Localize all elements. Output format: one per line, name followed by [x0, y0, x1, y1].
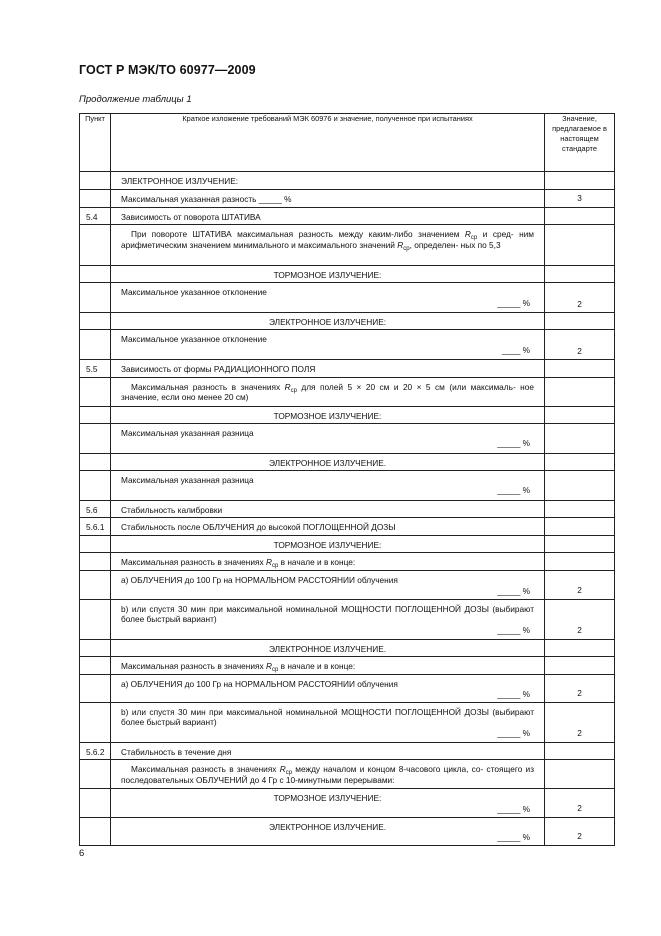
result-cell: Максимальное указанное отклонение ____ % [111, 330, 545, 360]
table-row [80, 702, 615, 742]
paragraph: Максимальная разность в значениях $R_{ср}$ между началом и концом 8-часового цикла, со- стоящего из последовательных ОБЛУЧЕНИЙ до 4 Гр с 10-минутными перерывами: [111, 760, 545, 789]
option-a: а) ОБЛУЧЕНИЯ до 100 Гр на НОРМАЛЬНОМ РАССТОЯНИИ облучения _____ % [111, 571, 545, 599]
table-row [80, 817, 615, 845]
item-number: 5.4 [80, 207, 111, 225]
electron-heading: ЭЛЕКТРОННОЕ ИЗЛУЧЕНИЕ: [111, 313, 545, 330]
result-cell: Максимальная указанная разница _____ % [111, 470, 545, 500]
table-row [80, 360, 615, 378]
table-row [80, 423, 615, 453]
value-cell: 2 [545, 571, 615, 599]
value-cell: 2 [545, 702, 615, 742]
table-row [80, 283, 615, 313]
header-item: Пункт [80, 114, 111, 172]
table-row [80, 760, 615, 789]
section-title: Стабильность в течение дня [111, 742, 545, 760]
section-title: Зависимость от формы РАДИАЦИОННОГО ПОЛЯ [111, 360, 545, 378]
value-cell: 2 [545, 330, 615, 360]
table-row [80, 313, 615, 330]
paragraph: Максимальная разность в значениях $R_{ср}$ в начале и в конце: [111, 553, 545, 571]
table-row [80, 742, 615, 760]
table-row [80, 518, 615, 536]
table-row [80, 536, 615, 553]
option-b: b) или спустя 30 мин при максимальной номинальной МОЩНОСТИ ПОГЛОЩЕННОЙ ДОЗЫ (выбирают более быстрый вариант) _____ % [111, 702, 545, 742]
document-title: ГОСТ Р МЭК/ТО 60977—2009 [79, 63, 256, 77]
option-a: а) ОБЛУЧЕНИЯ до 100 Гр на НОРМАЛЬНОМ РАССТОЯНИИ облучения _____ % [111, 674, 545, 702]
option-b: b) или спустя 30 мин при максимальной номинальной МОЩНОСТИ ПОГЛОЩЕННОЙ ДОЗЫ (выбирают более быстрый вариант) _____ % [111, 599, 545, 639]
item-number: 5.6 [80, 500, 111, 518]
header-value: Значение, предлагаемое в настоящем стандарте [545, 114, 615, 172]
table-row [80, 406, 615, 423]
table-row [80, 789, 615, 817]
table-row [80, 225, 615, 266]
page-number: 6 [79, 848, 85, 859]
max-diff-label: Максимальная указанная разность _____ % [111, 189, 545, 207]
value-cell: 2 [545, 674, 615, 702]
table-row [80, 500, 615, 518]
value-cell: 2 [545, 599, 615, 639]
table-row [80, 207, 615, 225]
table-row [80, 377, 615, 406]
result-cell: Максимальная указанная разница _____ % [111, 423, 545, 453]
brems-heading: ТОРМОЗНОЕ ИЗЛУЧЕНИЕ: [111, 266, 545, 283]
item-number: 5.5 [80, 360, 111, 378]
electron-heading: ЭЛЕКТРОННОЕ ИЗЛУЧЕНИЕ. [111, 453, 545, 470]
paragraph: Максимальная разность в значениях $R_{ср}$ в начале и в конце: [111, 656, 545, 674]
table-row [80, 599, 615, 639]
table-caption: Продолжение таблицы 1 [79, 94, 192, 105]
table-row [80, 553, 615, 571]
electron-heading: ЭЛЕКТРОННОЕ ИЗЛУЧЕНИЕ. [111, 639, 545, 656]
table-row [80, 674, 615, 702]
brems-heading: ТОРМОЗНОЕ ИЗЛУЧЕНИЕ: [111, 406, 545, 423]
result-cell: Максимальное указанное отклонение _____ % [111, 283, 545, 313]
brems-result: ТОРМОЗНОЕ ИЗЛУЧЕНИЕ: _____ % [111, 789, 545, 817]
table-row [80, 172, 615, 190]
brems-heading: ТОРМОЗНОЕ ИЗЛУЧЕНИЕ: [111, 536, 545, 553]
item-number: 5.6.1 [80, 518, 111, 536]
table-row [80, 470, 615, 500]
table-row [80, 189, 615, 207]
item-number: 5.6.2 [80, 742, 111, 760]
section-title: Зависимость от поворота ШТАТИВА [111, 207, 545, 225]
table-row [80, 266, 615, 283]
header-description: Краткое изложение требований МЭК 60976 и значение, полученное при испытаниях [111, 114, 545, 172]
requirements-table [79, 113, 615, 846]
table-row [80, 571, 615, 599]
table-row [80, 453, 615, 470]
value-cell: 2 [545, 817, 615, 845]
electron-heading: ЭЛЕКТРОННОЕ ИЗЛУЧЕНИЕ: [111, 172, 545, 190]
table-row [80, 639, 615, 656]
value-cell: 3 [545, 189, 615, 207]
value-cell: 2 [545, 789, 615, 817]
table-header-row [80, 114, 615, 172]
table-row [80, 656, 615, 674]
value-cell: 2 [545, 283, 615, 313]
table-row [80, 330, 615, 360]
section-title: Стабильность после ОБЛУЧЕНИЯ до высокой ПОГЛОЩЕННОЙ ДОЗЫ [111, 518, 545, 536]
section-title: Стабильность калибровки [111, 500, 545, 518]
paragraph: Максимальная разность в значениях $R_{ср}$ для полей 5 × 20 см и 20 × 5 см (или максималь- ное значение, если оно менее 20 см) [111, 377, 545, 406]
paragraph: При повороте ШТАТИВА максимальная разность между каким-либо значением $R_{ср}$ и сред- ним арифметическим значением минимального и максимального значений $R_{ср}$, определен- ных по 5,3 [111, 225, 545, 266]
electron-result: ЭЛЕКТРОННОЕ ИЗЛУЧЕНИЕ. _____ % [111, 817, 545, 845]
